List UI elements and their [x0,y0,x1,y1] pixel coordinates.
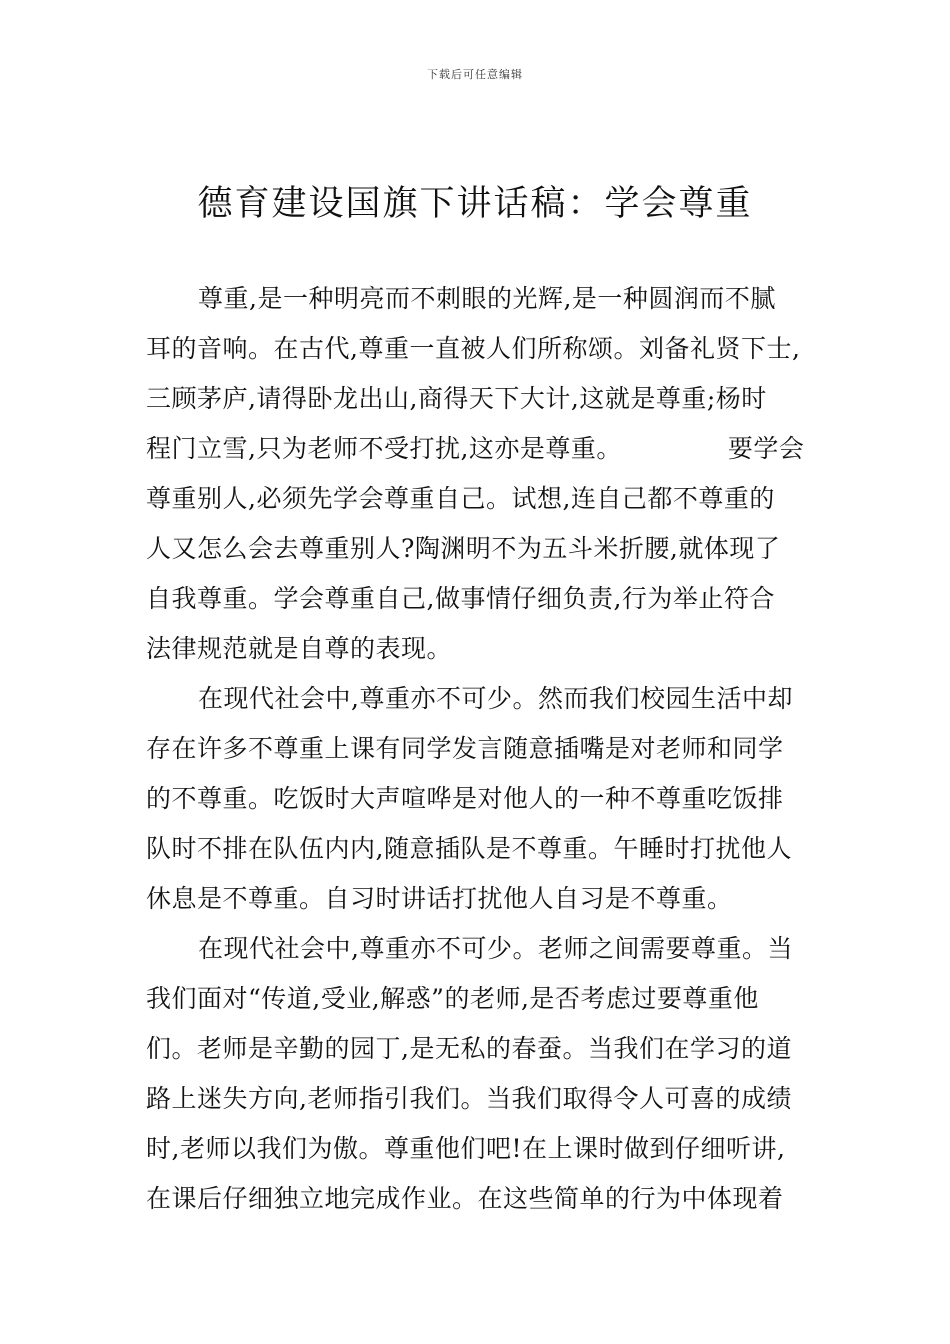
paragraph-line [146,430,808,480]
paragraph-line: 存在许多不尊重上课有同学发言随意插嘴是对老师和同学 [146,734,784,763]
paragraph-line: 队时不排在队伍内内,随意插队是不尊重。午睡时打扰他人 [146,834,792,863]
paragraph-text: 要学会 [727,434,805,463]
paragraph-line: 路上迷失方向,老师指引我们。当我们取得令人可喜的成绩 [146,1084,792,1113]
paragraph-line: 法律规范就是自尊的表现。 [146,634,453,663]
paragraph-line: 休息是不尊重。自习时讲话打扰他人自习是不尊重。 [146,884,733,913]
paragraph-line: 耳的音响。在古代,尊重一直被人们所称颂。刘备礼贤下士, [146,334,801,363]
header-note: 下载后可任意编辑 [427,68,523,81]
paragraph-line: 在现代社会中,尊重亦不可少。然而我们校园生活中却 [198,684,793,713]
paragraph-line: 我们面对“传道,受业,解惑”的老师,是否考虑过要尊重他 [146,984,759,1013]
paragraph-line: 人又怎么会去尊重别人?陶渊明不为五斗米折腰,就体现了 [146,534,781,563]
paragraph-text: 程门立雪,只为老师不受打扰,这亦是尊重。 [146,434,622,463]
paragraph-line: 自我尊重。学会尊重自己,做事情仔细负责,行为举止符合 [146,584,775,613]
paragraph-line: 们。老师是辛勤的园丁,是无私的春蚕。当我们在学习的道 [146,1034,792,1063]
paragraph-line: 在现代社会中,尊重亦不可少。老师之间需要尊重。当 [198,934,793,963]
paragraph-line: 尊重别人,必须先学会尊重自己。试想,连自己都不尊重的 [146,484,775,513]
paragraph-line: 尊重,是一种明亮而不刺眼的光辉,是一种圆润而不腻 [198,284,776,313]
paragraph-line: 的不尊重。吃饭时大声喧哗是对他人的一种不尊重吃饭排 [146,784,784,813]
document-title: 德育建设国旗下讲话稿：学会尊重 [197,184,753,224]
document-body [146,280,808,1230]
paragraph-line: 在课后仔细独立地完成作业。在这些简单的行为中体现着 [146,1184,784,1213]
paragraph-line: 时,老师以我们为傲。尊重他们吧!在上课时做到仔细听讲, [146,1134,786,1163]
paragraph-line: 三顾茅庐,请得卧龙出山,商得天下大计,这就是尊重;杨时 [146,384,767,413]
